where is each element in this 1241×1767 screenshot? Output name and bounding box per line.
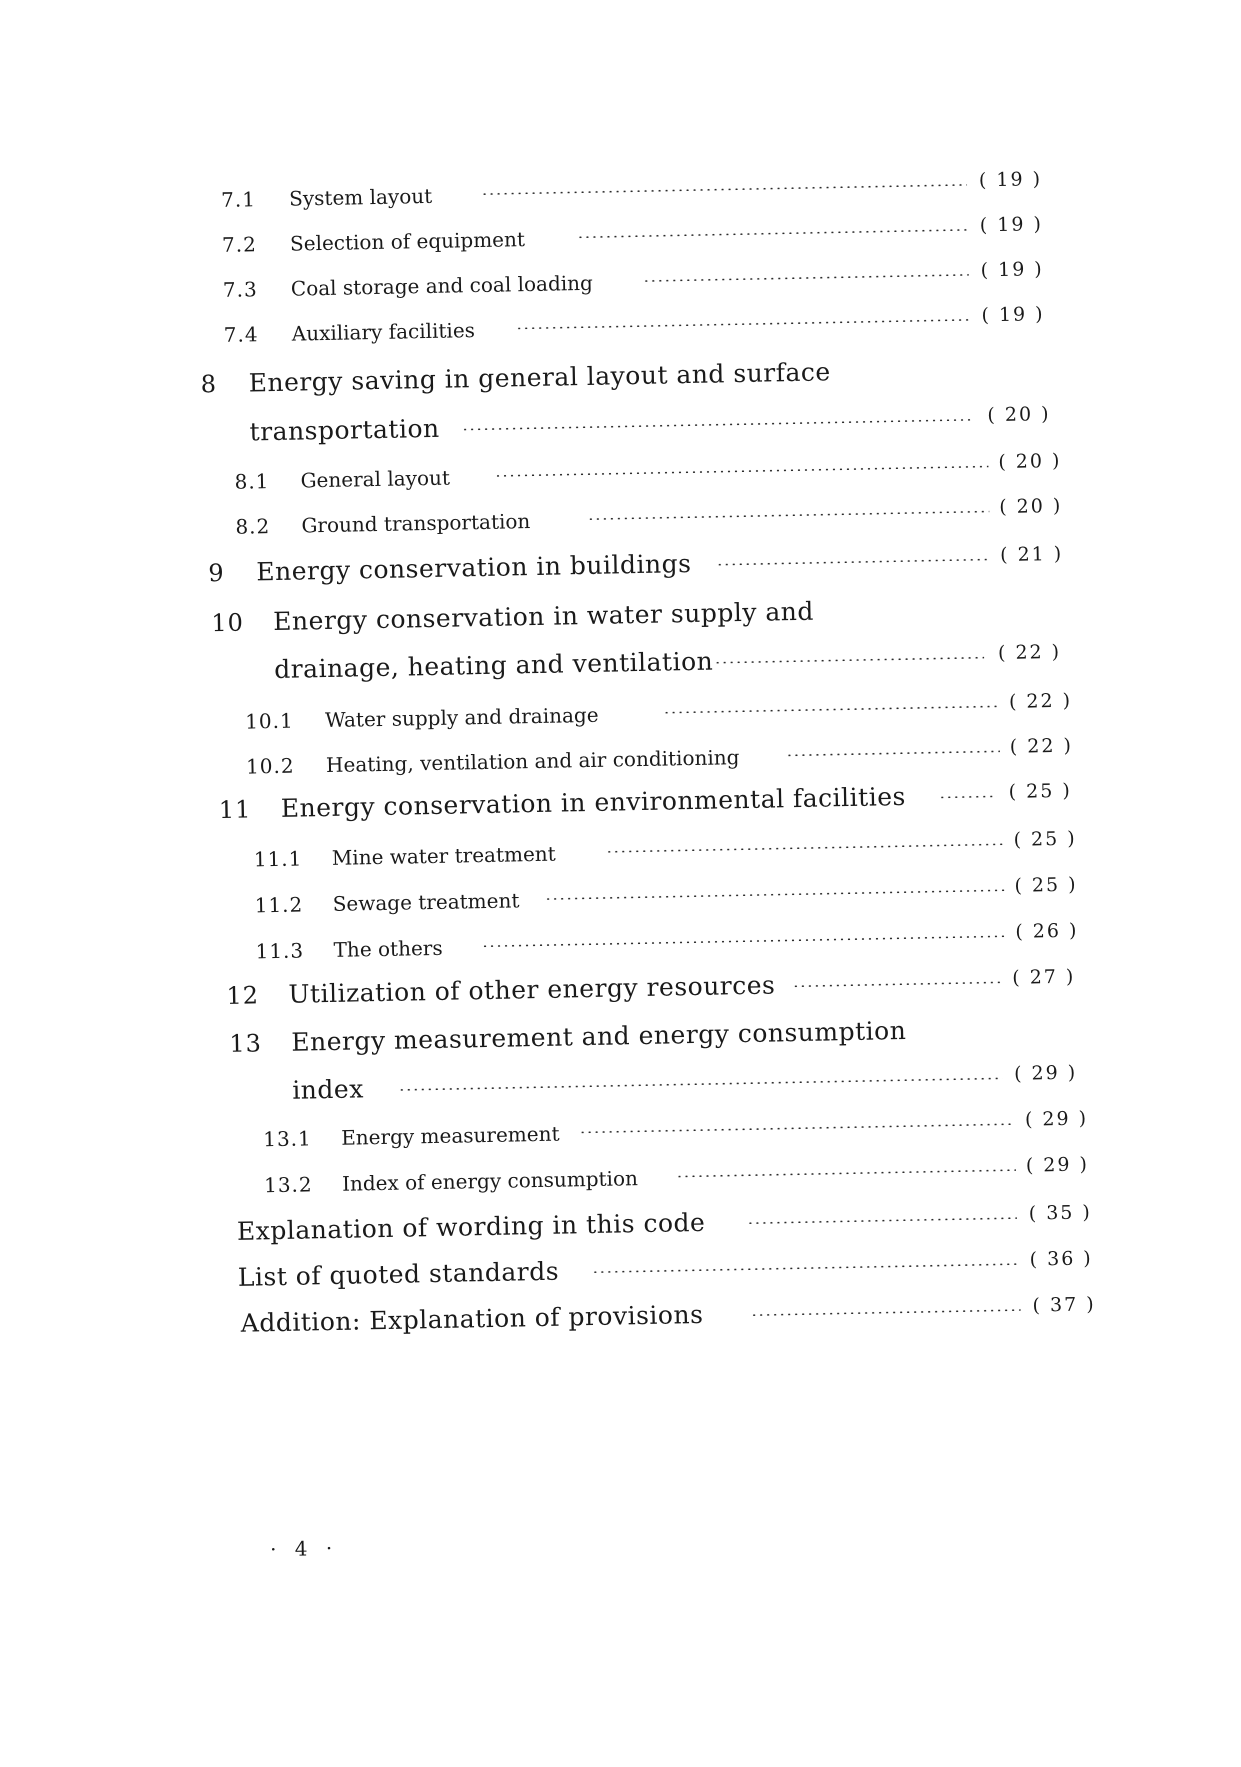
toc-chapter-continuation — [292, 1055, 1093, 1104]
toc-entry-page: ( 36 ) — [1029, 1247, 1093, 1271]
toc-chapter — [200, 348, 1060, 399]
toc-entry — [235, 489, 1065, 539]
toc-entry-page: ( 29 ) — [1025, 1153, 1090, 1177]
leader-dots — [577, 229, 968, 239]
toc-entry-number: 12 — [226, 981, 260, 1010]
leader-dots — [481, 184, 967, 195]
leader-dots — [606, 843, 1004, 853]
toc-entry-title: Ground transportation — [301, 509, 531, 538]
toc-entry-number: 13.1 — [262, 1126, 312, 1152]
toc-entry-title: General layout — [300, 465, 451, 493]
toc-entry-page: ( 21 ) — [999, 542, 1064, 567]
toc-entry-number: 11.1 — [253, 846, 303, 872]
toc-entry-number: 8.1 — [234, 469, 270, 494]
toc-entry-number: 7.1 — [220, 187, 257, 212]
leader-dots — [592, 1263, 1018, 1273]
toc-entry-page: ( 29 ) — [1013, 1061, 1078, 1085]
toc-entry-number: 11.3 — [255, 938, 305, 964]
toc-appendix-entry — [240, 1287, 1100, 1338]
leader-dots — [579, 1123, 1015, 1133]
toc-entry-title: Utilization of other energy resources — [288, 970, 776, 1009]
toc-entry — [255, 913, 1085, 963]
toc-chapter — [211, 587, 1071, 638]
toc-entry-number: 11.2 — [254, 892, 304, 918]
toc-entry-title: drainage, heating and ventilation — [273, 646, 714, 685]
leader-dots — [545, 889, 1005, 900]
toc-entry-page: ( 22 ) — [1009, 734, 1074, 758]
toc-entry-title: Mine water treatment — [331, 841, 556, 870]
toc-entry-title: Selection of equipment — [289, 227, 526, 256]
toc-entry-page: ( 25 ) — [1008, 779, 1072, 803]
toc-entry — [246, 729, 1076, 779]
toc-entry-page: ( 27 ) — [1012, 965, 1076, 989]
toc-entry-number: 13.2 — [263, 1172, 313, 1198]
leader-dots — [587, 510, 989, 520]
toc-entry-page: ( 29 ) — [1024, 1107, 1089, 1131]
leader-dots — [716, 558, 988, 565]
toc-appendix-entry — [237, 1241, 1097, 1292]
toc-chapter — [229, 1007, 1089, 1058]
leader-dots — [786, 750, 1000, 756]
toc-entry-title: List of quoted standards — [237, 1256, 560, 1292]
toc-chapter-continuation — [274, 635, 1075, 684]
toc-entry — [234, 444, 1064, 494]
toc-entry-page: ( 20 ) — [987, 403, 1051, 427]
toc-entry — [245, 684, 1075, 734]
leader-dots — [751, 1309, 1021, 1316]
toc-entry-number: 8 — [200, 370, 218, 399]
toc-entry-page: ( 25 ) — [1013, 827, 1077, 851]
toc-entry-title: The others — [333, 935, 443, 962]
toc-entry-page: ( 22 ) — [1008, 689, 1073, 713]
toc-entry — [222, 252, 1052, 302]
toc-entry-title: Energy measurement and energy consumption — [291, 1015, 907, 1057]
toc-chapter — [219, 774, 1079, 825]
toc-entry-number: 11 — [218, 795, 252, 825]
leader-dots — [643, 274, 969, 282]
toc-entry-title: index — [291, 1074, 365, 1105]
leader-dots — [676, 1169, 1016, 1178]
toc-entry-title: transportation — [249, 413, 440, 447]
toc-entry-page: ( 19 ) — [980, 258, 1044, 282]
toc-entry — [254, 867, 1084, 917]
toc-entry-title: Energy saving in general layout and surface — [248, 357, 831, 398]
toc-entry-title: Auxiliary facilities — [291, 318, 476, 346]
toc-entry-title: Sewage treatment — [332, 888, 520, 916]
toc-entry-title: Explanation of wording in this code — [236, 1207, 706, 1246]
toc-entry-page: ( 37 ) — [1032, 1293, 1096, 1317]
toc-entry — [253, 822, 1083, 872]
toc-entry-page: ( 26 ) — [1015, 919, 1079, 943]
toc-entry-page: ( 19 ) — [981, 303, 1045, 327]
toc-entry-number: 7.4 — [223, 322, 259, 347]
toc-entry-title: Heating, ventilation and air conditioning — [325, 745, 740, 778]
toc-entry-number: 10 — [211, 608, 245, 638]
toc-entry-title: Energy conservation in environmental facilities — [280, 781, 907, 823]
leader-dots — [792, 981, 1000, 987]
toc-entry-number: 10.2 — [245, 753, 295, 779]
toc-entry-number: 7.3 — [222, 277, 258, 302]
leader-dots — [714, 656, 984, 663]
toc-entry-title: System layout — [288, 183, 433, 211]
toc-entry-page: ( 19 ) — [978, 168, 1043, 192]
toc-entry-number: 9 — [208, 558, 225, 588]
toc-entry-title: Coal storage and coal loading — [290, 270, 594, 301]
toc-appendix-entry — [237, 1195, 1097, 1246]
toc-entry-page: ( 25 ) — [1014, 873, 1078, 897]
toc-entry — [221, 162, 1051, 212]
leader-dots — [516, 319, 970, 330]
leader-dots — [494, 465, 988, 476]
toc-entry — [223, 297, 1053, 347]
toc-entry-title: Index of energy consumption — [341, 1166, 639, 1196]
toc-entry-page: ( 35 ) — [1028, 1201, 1093, 1225]
toc-entry-page: ( 22 ) — [997, 640, 1062, 665]
toc-entry-title: Energy conservation in water supply and — [272, 596, 815, 637]
toc-entry — [222, 207, 1052, 257]
toc-entry-page: ( 20 ) — [998, 449, 1062, 474]
leader-dots — [462, 419, 974, 431]
toc-entry-page: ( 19 ) — [979, 213, 1044, 237]
leader-dots — [482, 935, 1006, 947]
leader-dots — [398, 1077, 1002, 1091]
toc-entry-number: 13 — [229, 1029, 263, 1058]
toc-entry-title: Energy conservation in buildings — [256, 548, 692, 587]
toc-entry-title: Addition: Explanation of provisions — [240, 1299, 704, 1338]
leader-dots — [663, 705, 999, 713]
toc-chapter-continuation — [249, 397, 1060, 447]
toc-chapter — [226, 959, 1086, 1010]
toc-entry-title: Water supply and drainage — [324, 702, 599, 733]
toc-entry-number: 8.2 — [235, 514, 271, 539]
toc-entry-page: ( 20 ) — [998, 494, 1063, 519]
leader-dots — [747, 1217, 1017, 1224]
toc-entry — [263, 1101, 1093, 1151]
toc-chapter — [208, 537, 1068, 588]
toc-entry-title: Energy measurement — [340, 1121, 560, 1150]
leader-dots — [939, 795, 997, 798]
toc-entry — [264, 1147, 1094, 1197]
page-number: · 4 · — [269, 1535, 339, 1562]
toc-entry-number: 10.1 — [244, 708, 294, 734]
toc-entry-number: 7.2 — [221, 232, 258, 257]
